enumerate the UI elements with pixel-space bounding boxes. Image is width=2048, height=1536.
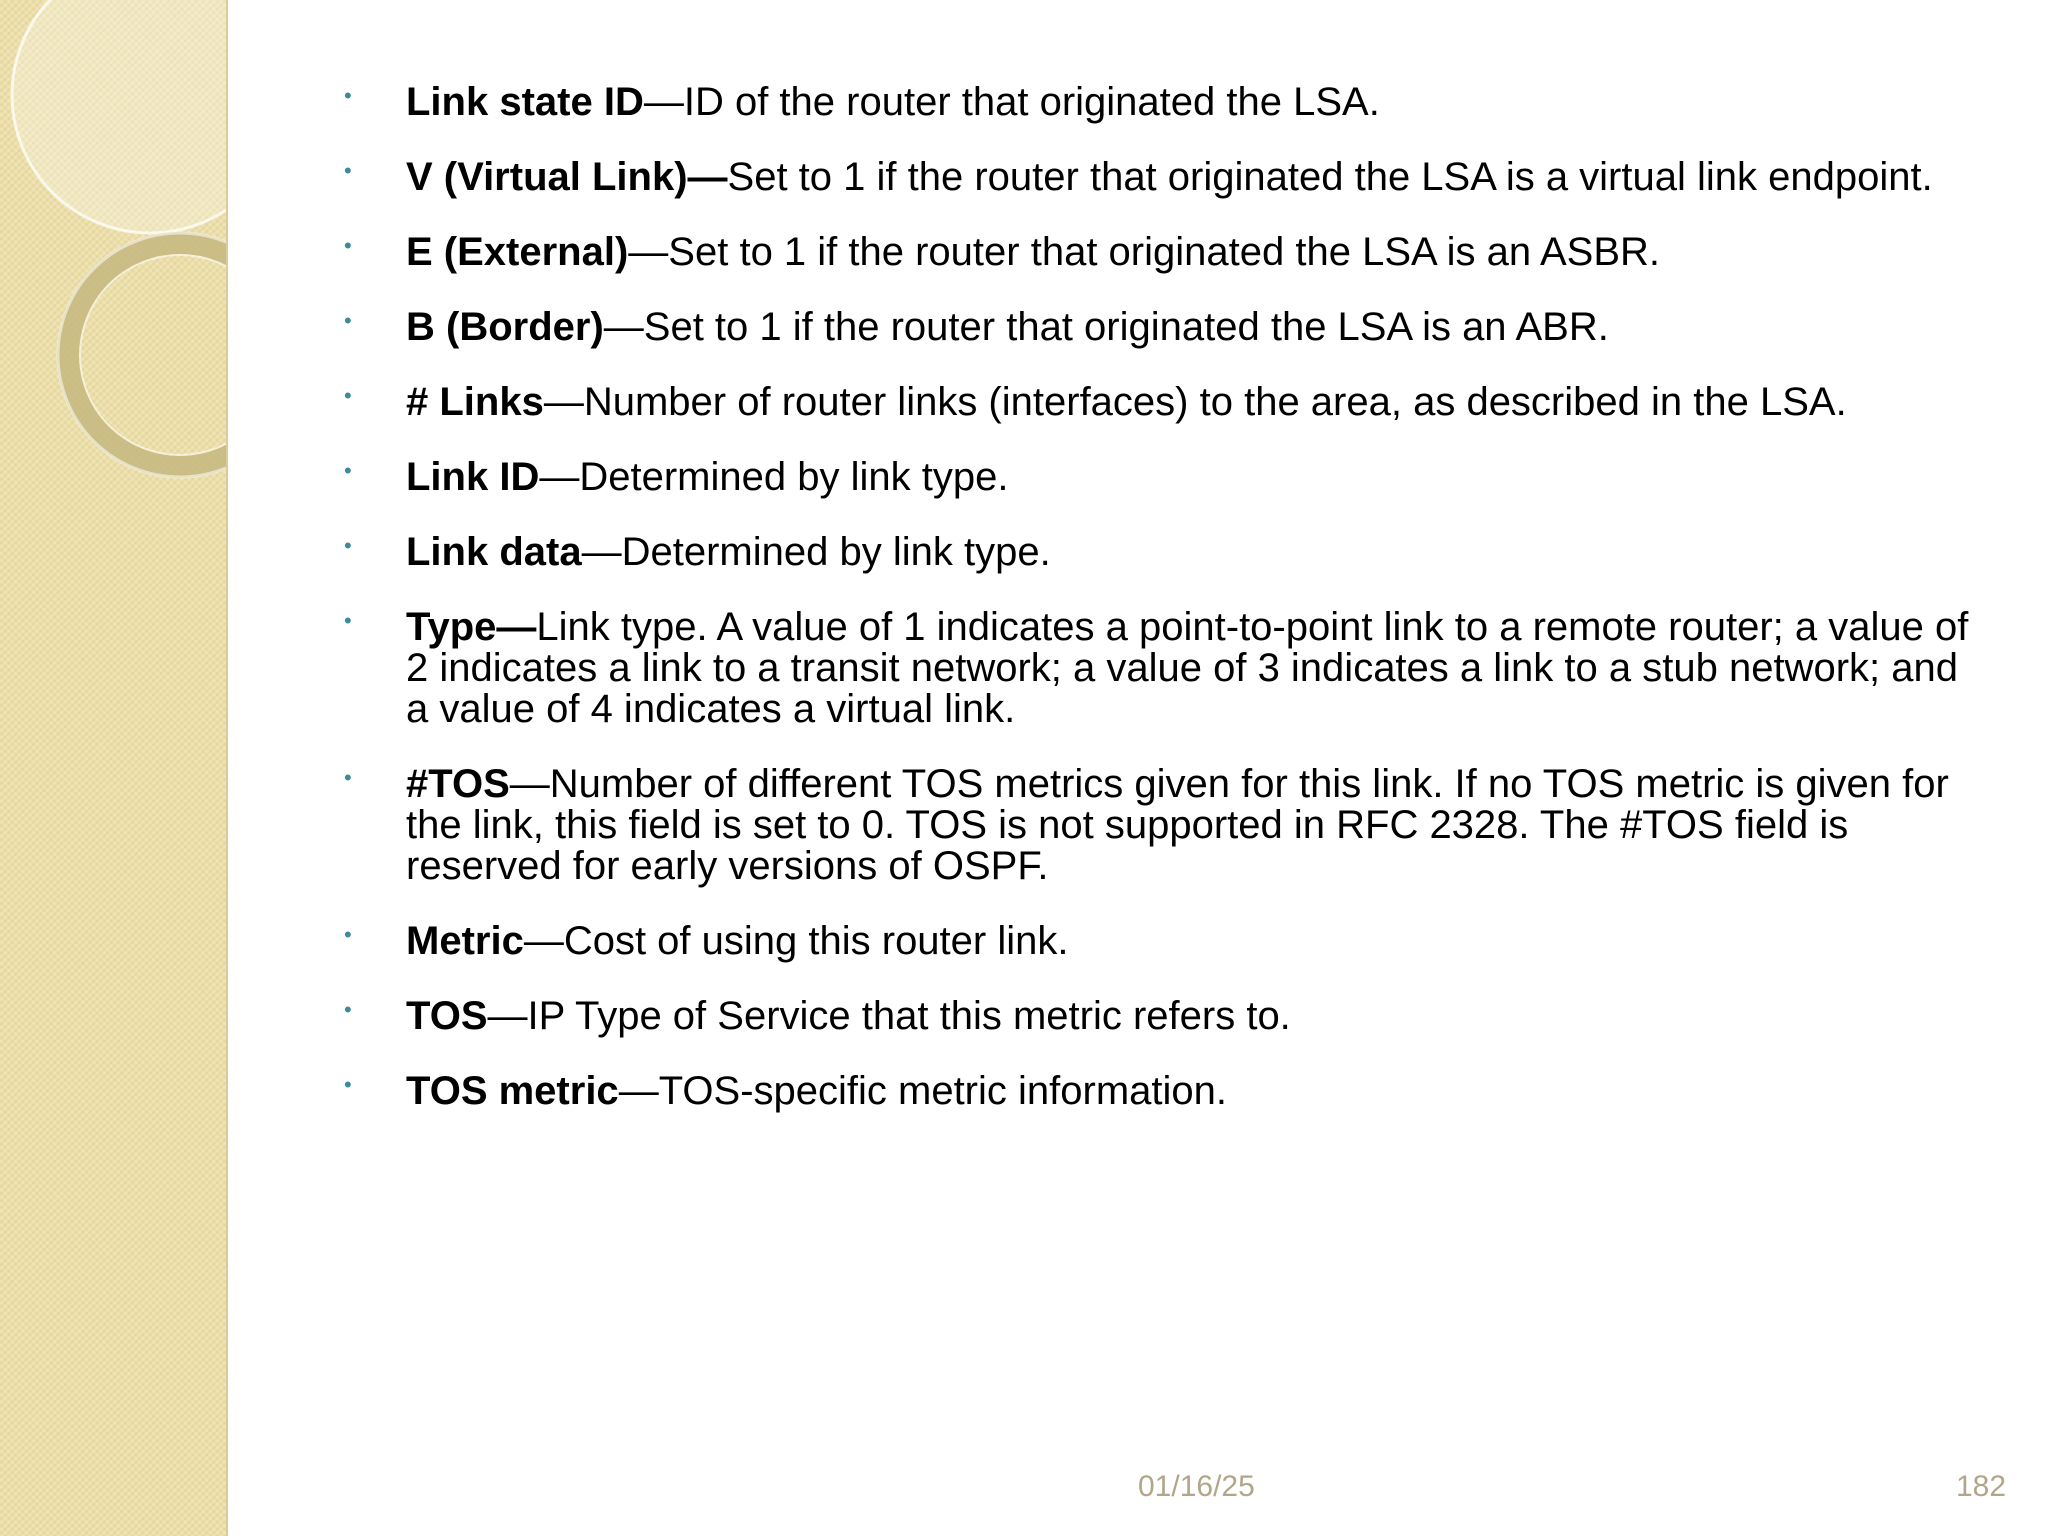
bullet-description: —Determined by link type. — [581, 530, 1051, 574]
list-item — [340, 1071, 1980, 1112]
bullet-icon: • — [344, 233, 352, 258]
bullet-term: B (Border) — [406, 305, 604, 349]
bullet-term: Link ID — [406, 455, 540, 499]
bullet-term: TOS metric — [406, 1069, 619, 1113]
bullet-term: TOS — [406, 994, 488, 1038]
bullet-icon: • — [344, 383, 352, 408]
bullet-icon: • — [344, 458, 352, 483]
bullet-description: —Cost of using this router link. — [523, 919, 1069, 963]
bullet-description: —Number of router links (interfaces) to the area, as described in the LSA. — [543, 380, 1847, 424]
bullet-description: Set to 1 if the router that originated the LSA is a virtual link endpoint. — [727, 155, 1933, 199]
bullet-icon: • — [344, 997, 352, 1022]
bullet-description: —Set to 1 if the router that originated the LSA is an ASBR. — [628, 230, 1661, 274]
bullet-term: Type— — [406, 605, 537, 649]
list-item — [340, 157, 1980, 198]
bullet-term: E (External) — [406, 230, 629, 274]
list-item — [340, 532, 1980, 573]
bullet-icon: • — [344, 83, 352, 108]
bullet-icon: • — [344, 765, 352, 790]
bullet-list — [340, 82, 1980, 1112]
bullet-term: Link data — [406, 530, 582, 574]
bullet-description: Link type. A value of 1 indicates a point-to-point link to a remote router; a value of 2 indicates a link to a transit network; a value of 3 indicates a link to a stub network; and a value of 4 indicates a virtual link. — [406, 605, 1969, 731]
bullet-term: V (Virtual Link)— — [406, 155, 728, 199]
bullet-term: # Links — [406, 380, 544, 424]
list-item — [340, 996, 1980, 1037]
slide-content — [340, 82, 1980, 1146]
list-item — [340, 921, 1980, 962]
bullet-icon: • — [344, 922, 352, 947]
decorative-circles — [0, 0, 226, 1536]
footer-date: 01/16/25 — [1138, 1470, 1255, 1503]
bullet-description: —Number of different TOS metrics given for this link. If no TOS metric is given for the link, this field is set to 0. TOS is not supported in RFC 2328. The #TOS field is reserved for early versions of OSPF. — [406, 762, 1949, 888]
bullet-term: #TOS — [406, 762, 510, 806]
bullet-icon: • — [344, 533, 352, 558]
bullet-term: Metric — [406, 919, 524, 963]
list-item — [340, 607, 1980, 730]
bullet-icon: • — [344, 1072, 352, 1097]
slide-number: 182 — [1956, 1470, 2007, 1503]
sidebar-divider — [226, 0, 228, 1536]
bullet-description: —Set to 1 if the router that originated the LSA is an ABR. — [603, 305, 1609, 349]
bullet-icon: • — [344, 308, 352, 333]
bullet-description: —ID of the router that originated the LSA. — [643, 80, 1380, 124]
list-item — [340, 382, 1980, 423]
list-item — [340, 232, 1980, 273]
bullet-icon: • — [344, 158, 352, 183]
bullet-description: —IP Type of Service that this metric refers to. — [487, 994, 1291, 1038]
bullet-icon: • — [344, 608, 352, 633]
list-item — [340, 764, 1980, 887]
list-item — [340, 82, 1980, 123]
list-item — [340, 457, 1980, 498]
decorative-sidebar — [0, 0, 226, 1536]
list-item — [340, 307, 1980, 348]
bullet-description: —TOS-specific metric information. — [618, 1069, 1227, 1113]
bullet-term: Link state ID — [406, 80, 644, 124]
bullet-description: —Determined by link type. — [539, 455, 1009, 499]
